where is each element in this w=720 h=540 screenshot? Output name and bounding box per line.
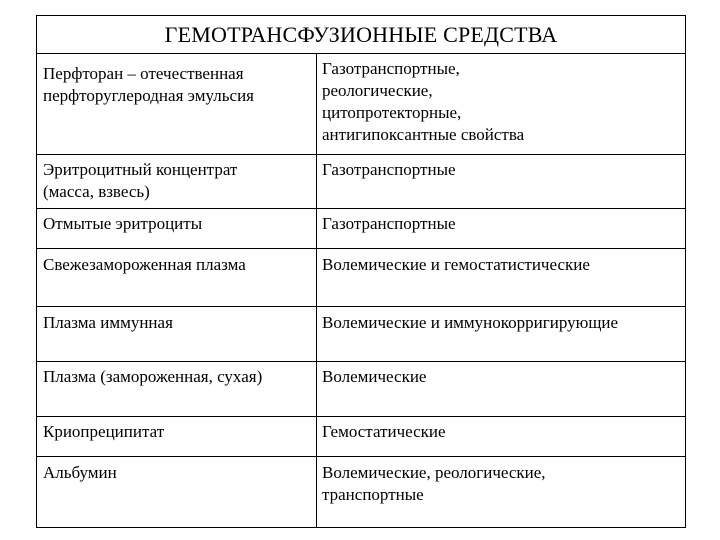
table-row — [37, 155, 685, 209]
agent-properties-cell: Волемические и гемостатистические — [322, 255, 590, 274]
table-row — [37, 209, 685, 249]
table-row — [37, 457, 685, 527]
agent-properties-cell: Газотранспортные, реологические, цитопротекторные, антигипоксантные свойства — [322, 59, 525, 144]
table-title: ГЕМОТРАНСФУЗИОННЫЕ СРЕДСТВА — [37, 16, 685, 54]
agent-name-cell: Альбумин — [43, 463, 117, 482]
agent-name-cell: Плазма иммунная — [43, 313, 173, 332]
agent-name-cell: Отмытые эритроциты — [43, 214, 203, 233]
agent-properties-cell: Волемические и иммунокорригирующие — [322, 313, 619, 332]
table-row — [37, 249, 685, 307]
table-row — [37, 54, 685, 155]
agent-name-cell: Плазма (замороженная, сухая) — [43, 367, 263, 386]
table-row — [37, 362, 685, 417]
agent-properties-cell: Волемические — [322, 367, 427, 386]
table-row — [37, 307, 685, 362]
blood-transfusion-table — [36, 15, 686, 528]
agent-name-cell: Перфторан – отечественная перфторуглеродная эмульсия — [43, 64, 255, 105]
agent-properties-cell: Гемостатические — [322, 422, 446, 441]
agent-name-cell: Криопреципитат — [43, 422, 165, 441]
agent-properties-cell: Волемические, реологические, транспортные — [322, 463, 546, 504]
table-row — [37, 417, 685, 457]
agent-name-cell: Эритроцитный концентрат (масса, взвесь) — [43, 160, 238, 201]
agent-properties-cell: Газотранспортные — [322, 160, 456, 179]
agent-name-cell: Свежезамороженная плазма — [43, 255, 246, 274]
agent-properties-cell: Газотранспортные — [322, 214, 456, 233]
